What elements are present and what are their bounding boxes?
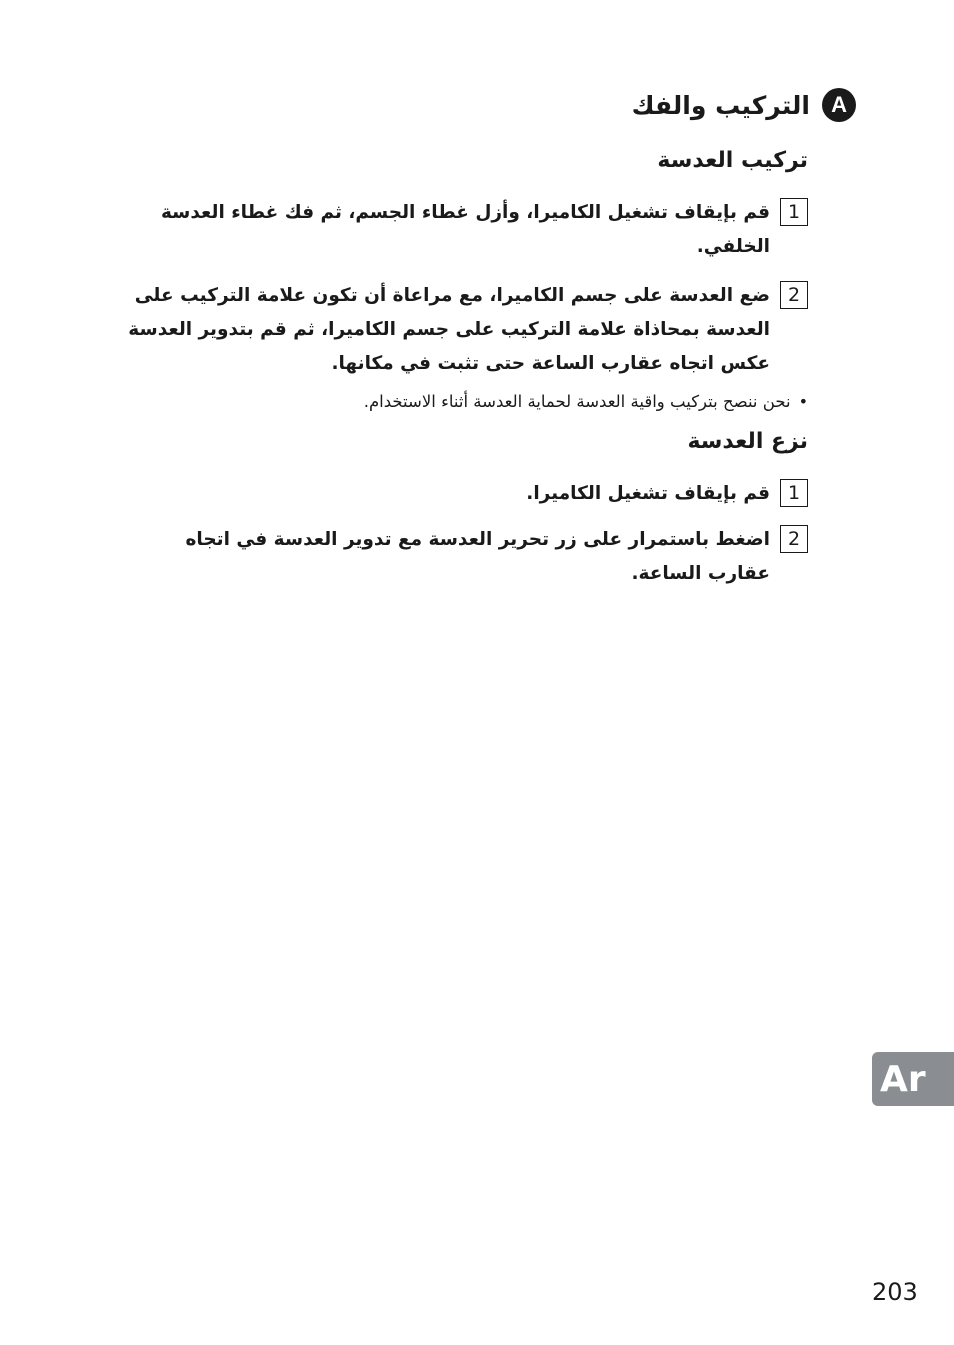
- mount-heading: تركيب العدسة: [657, 148, 808, 173]
- step-text: قم بإيقاف تشغيل الكاميرا، وأزل غطاء الجسم، ثم فك غطاء العدسة الخلفي.: [160, 202, 770, 257]
- step-text: ضع العدسة على جسم الكاميرا، مع مراعاة أن تكون علامة التركيب على العدسة بمحاذاة علامة التركيب على جسم الكاميرا، ثم قم بتدوير العدسة عكس اتجاه عقارب الساعة حتى تثبت في مكانها.: [128, 285, 770, 374]
- step-number: 1: [780, 198, 808, 226]
- mount-step-1: [108, 196, 808, 264]
- section-title: التركيب والفك: [631, 90, 810, 120]
- section-badge: A: [822, 88, 856, 122]
- step-text: قم بإيقاف تشغيل الكاميرا.: [526, 483, 770, 504]
- language-tab: Ar: [872, 1052, 954, 1106]
- remove-heading: نزع العدسة: [687, 429, 808, 454]
- step-number: 2: [780, 281, 808, 309]
- step-number: 1: [780, 479, 808, 507]
- bullet-icon: •: [798, 392, 808, 411]
- note-text: نحن ننصح بتركيب واقية العدسة لحماية العدسة أثناء الاستخدام.: [363, 392, 791, 411]
- mount-step-2: [128, 279, 808, 381]
- step-text: اضغط باستمرار على زر تحرير العدسة مع تدوير العدسة في اتجاه عقارب الساعة.: [185, 529, 770, 584]
- step-number: 2: [780, 525, 808, 553]
- remove-step-2: [128, 523, 808, 591]
- mount-note: [128, 389, 808, 415]
- section-heading: [632, 88, 856, 122]
- page-number: 203: [872, 1278, 918, 1306]
- remove-step-1: [128, 477, 808, 511]
